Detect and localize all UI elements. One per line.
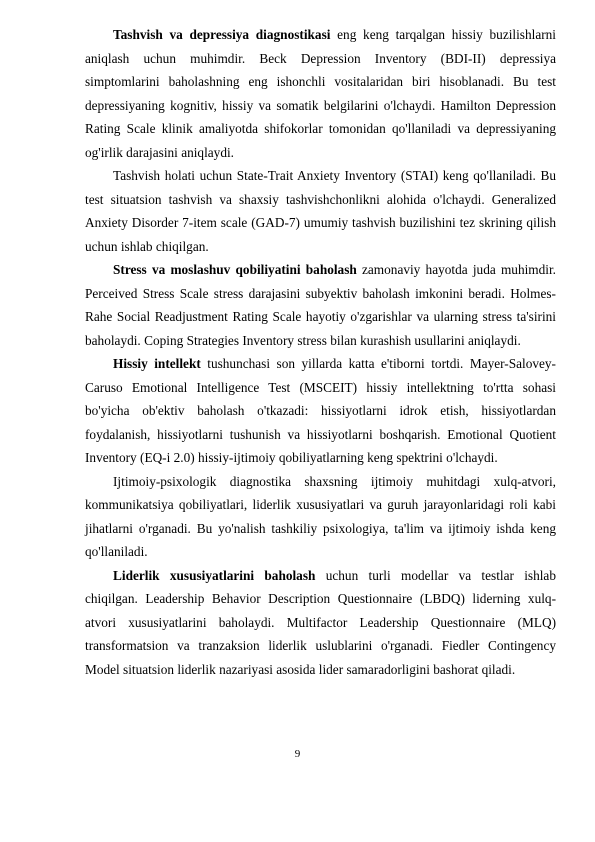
paragraph-text: uchun turli modellar va testlar ishlab chiqilgan. Leadership Behavior Description Questionnaire (LBDQ) liderning xulq-atvori xususiyatlarini baholaydi. Multifactor Leadership Questionnaire (MLQ) transformatsion va tranzaksion liderlik uslublarini o'rganadi. Fiedler Contingency Model situatsion liderlik nazariyasi asosida lider samaradorligini bashorat qiladi. [85,567,556,677]
page-number: 9 [294,748,301,760]
paragraph-heading: Liderlik xususiyatlarini baholash [113,567,316,583]
paragraph-text: tushunchasi son yillarda katta e'tiborni tortdi. Mayer-Salovey-Caruso Emotional Intelligence Test (MSCEIT) hissiy intellektning to'rtta sohasi bo'yicha ob'ektiv baholash o'tkazadi: hissiyotlarni idrok etish, hissiyotlardan foydalanish, hissiyotlarni tushunish va hissiyotlarni boshqarish. Emotional Quotient Inventory (EQ-i 2.0) hissiy-ijtimoiy qobiliyatlarning keng spektrini o'lchaydi. [85,356,556,465]
document-body [85,23,556,681]
paragraph-heading: Hissiy intellekt [113,356,201,371]
paragraph-depression-diagnostics [85,23,556,164]
paragraph-text: zamonaviy hayotda juda muhimdir. Perceived Stress Scale stress darajasini subyektiv baholash imkonini beradi. Holmes-Rahe Social Readjustment Rating Scale hayotiy o'zgarishlar va ularning stress ta'sirini baholaydi. Coping Strategies Inventory stress bilan kurashish usullarini aniqlaydi. [85,262,556,348]
paragraph-emotional-intelligence [85,352,556,470]
paragraph-text: Tashvish holati uchun State-Trait Anxiety Inventory (STAI) keng qo'llaniladi. Bu test situatsion tashvish va shaxsiy tashvishchonlikni alohida o'lchaydi. Generalized Anxiety Disorder 7-item scale (GAD-7) umumiy tashvish buzilishini tez skrining qilish uchun ishlab chiqilgan. [85,168,556,254]
paragraph-text: eng keng tarqalgan hissiy buzilishlarni aniqlash uchun muhimdir. Beck Depression Inventory (BDI-II) depressiya simptomlarini baholashning eng ishonchli vositalaridan biri hisoblanadi. Bu test depressiyaning kognitiv, hissiy va somatik belgilarini o'lchaydi. Hamilton Depression Rating Scale klinik amaliyotda shifokorlar tomonidan qo'llaniladi va depressiyaning og'irlik darajasini aniqlaydi. [85,27,556,160]
paragraph-anxiety-tests [85,164,556,258]
paragraph-heading: Stress va moslashuv qobiliyatini baholash [113,262,357,277]
paragraph-text: Ijtimoiy-psixologik diagnostika shaxsning ijtimoiy muhitdagi xulq-atvori, kommunikatsiya qobiliyatlari, liderlik xususiyatlari va guruh jarayonlaridagi roli kabi jihatlarni o'rganadi. Bu yo'nalish tashkiliy psixologiya, ta'lim va ijtimoiy ishda keng qo'llaniladi. [85,473,556,559]
paragraph-social-diagnostics [85,470,556,564]
paragraph-stress-assessment [85,258,556,352]
paragraph-heading: Tashvish va depressiya diagnostikasi [113,27,331,42]
paragraph-leadership-assessment [85,564,556,682]
